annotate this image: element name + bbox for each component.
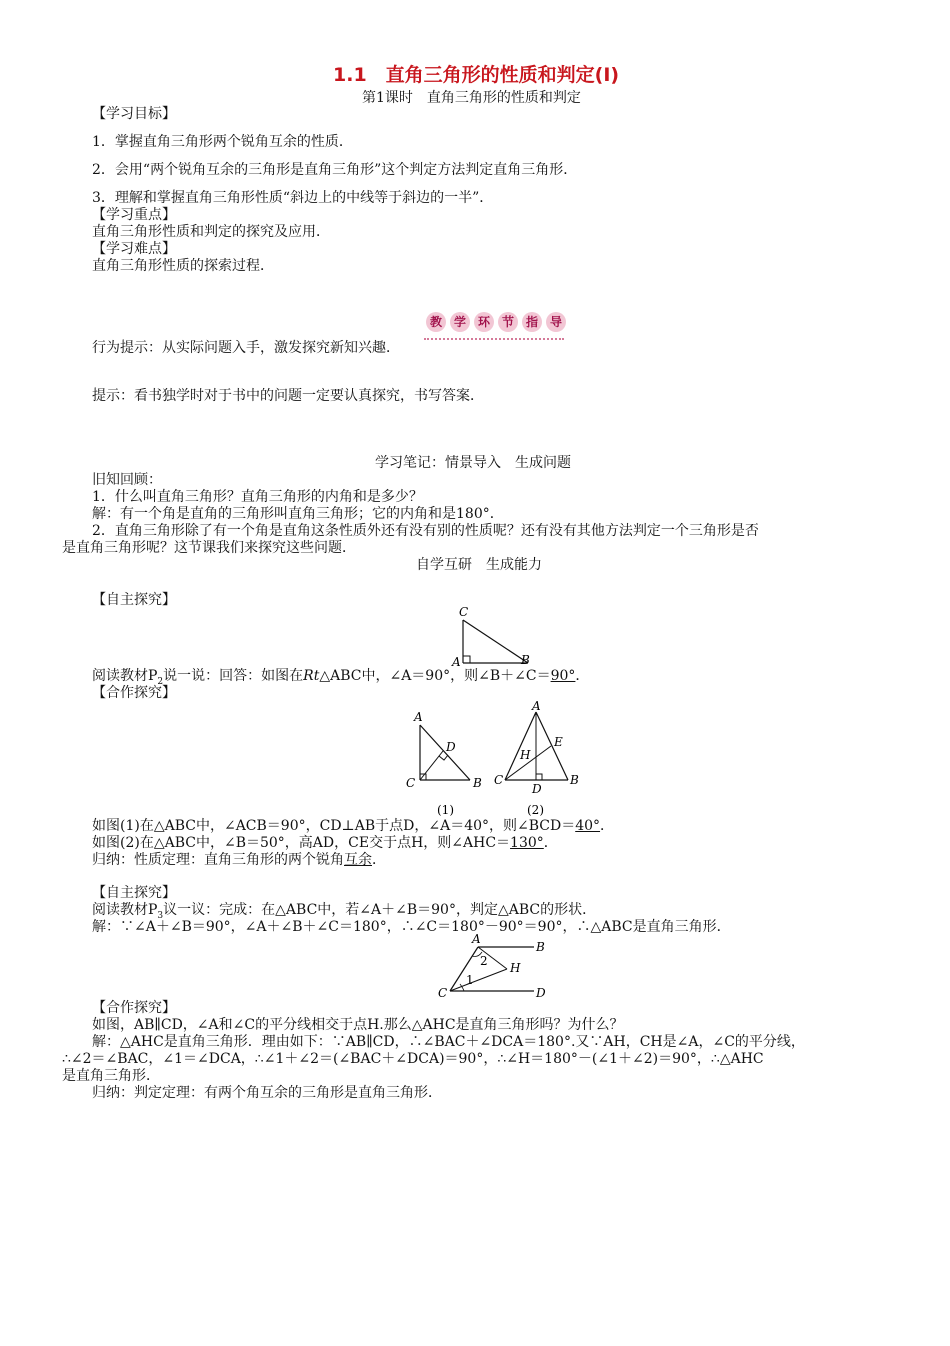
coop2-answer-2: ∴∠2＝∠BAC，∠1＝∠DCA，∴∠1＋∠2＝(∠BAC＋∠DCA)＝90°，∴∠H＝180°－(∠1＋∠2)＝90°，∴△AHC: [62, 1051, 764, 1067]
fig2-label-b: B: [570, 773, 579, 787]
coop2-answer-3: 是直角三角形．: [62, 1068, 160, 1084]
notes-heading: 学习笔记：情景导入 生成问题: [375, 455, 571, 471]
review-answer-1: 解：有一个角是直角的三角形叫直角三角形；它的内角和是180°．: [92, 506, 504, 522]
difficulty-heading: 【学习难点】: [92, 241, 176, 257]
label-c: C: [438, 986, 448, 1000]
text: 归纳：性质定理：直角三角形的两个锐角: [92, 852, 344, 868]
reading-tip: 提示：看书独学时对于书中的问题一定要认真探究，书写答案．: [92, 388, 484, 404]
answer-blank: 互余: [344, 852, 372, 868]
fig2-label-c: C: [494, 773, 504, 787]
objectives-heading: 【学习目标】: [92, 106, 176, 122]
text: 说一说：回答：如图在: [163, 668, 304, 684]
banner-char: 学: [450, 312, 470, 332]
review-question-1: 1．什么叫直角三角形？直角三角形的内角和是多少？: [92, 489, 423, 505]
fig1-label-d: D: [446, 740, 456, 754]
fig2-label-h: H: [520, 748, 531, 762]
banner-char: 指: [522, 312, 542, 332]
vertex-label-c: C: [459, 605, 469, 619]
angle-label-1: 1: [466, 973, 474, 987]
vertex-label-b: B: [521, 653, 530, 667]
coop2-answer-1: 解：△AHC是直角三角形．理由如下：∵AB∥CD，∴∠BAC＋∠DCA＝180°.又∵AH，CH是∠A，∠C的平分线，: [92, 1034, 805, 1050]
fig1-caption: (1): [437, 803, 454, 817]
objective-item: 2．会用“两个锐角互余的三角形是直角三角形”这个判定方法判定直角三角形．: [92, 162, 578, 178]
objective-item: 1．掌握直角三角形两个锐角互余的性质．: [92, 134, 353, 150]
answer-blank: 40°: [575, 818, 601, 834]
explore2-heading: 【自主探究】: [92, 885, 176, 901]
text: ．: [543, 835, 558, 851]
text: 如图(2)在△ABC中，∠B＝50°，高AD，CE交于点H，则∠AHC＝: [92, 835, 511, 851]
banner-char: 导: [546, 312, 566, 332]
review-label: 旧知回顾：: [92, 472, 162, 488]
answer-blank: 130°: [510, 835, 544, 851]
label-d: D: [536, 986, 546, 1000]
fig1-label-b: B: [473, 776, 482, 790]
text: 议一议：完成：在△ABC中，若∠A＋∠B＝90°，判定△ABC的形状．: [163, 902, 597, 918]
focus-heading: 【学习重点】: [92, 207, 176, 223]
fig2-label-a: A: [532, 700, 541, 713]
page-title: 1.1 直角三角形的性质和判定(Ⅰ): [333, 64, 620, 86]
label-a: A: [472, 932, 481, 946]
banner-char: 节: [498, 312, 518, 332]
text: 如图(1)在△ABC中，∠ACB＝90°，CD⊥AB于点D，∠A＝40°，则∠BCD＝: [92, 818, 576, 834]
page-subtitle: 第1课时 直角三角形的性质和判定: [362, 90, 581, 106]
text: ．: [575, 668, 590, 684]
review-question-2: 2．直角三角形除了有一个角是直角这条性质外还有没有别的性质呢？还有没有其他方法判定一个三角形是否: [92, 523, 759, 539]
text: ．: [372, 852, 386, 868]
vertex-label-a: A: [452, 655, 461, 669]
label-h: H: [510, 961, 521, 975]
difficulty-text: 直角三角形性质的探索过程．: [92, 258, 274, 274]
page-subscript: 3: [157, 910, 164, 921]
fig2-label-d: D: [532, 782, 542, 796]
right-triangle-figure: [448, 603, 538, 671]
coop-figures: [400, 700, 590, 820]
text: 阅读教材P: [92, 902, 158, 918]
fig2-label-e: E: [554, 735, 563, 749]
banner-char: 环: [474, 312, 494, 332]
banner-char: 教: [426, 312, 446, 332]
page-subscript: 2: [157, 676, 164, 687]
text: △ABC中，∠A＝90°，则∠B＋∠C＝: [319, 668, 551, 684]
objective-item: 3．理解和掌握直角三角形性质“斜边上的中线等于斜边的一半”．: [92, 190, 494, 206]
coop-question-2: [92, 835, 558, 852]
answer-blank: 90°: [550, 668, 576, 684]
review-question-2-cont: 是直角三角形呢？这节课我们来探究这些问题．: [62, 540, 356, 556]
focus-text: 直角三角形性质和判定的探究及应用．: [92, 224, 330, 240]
label-b: B: [536, 940, 545, 954]
text: ．: [600, 818, 615, 834]
fig2-caption: (2): [527, 803, 544, 817]
coop-heading: 【合作探究】: [92, 685, 176, 701]
section-heading: 自学互研 生成能力: [416, 557, 542, 573]
coop-question-1: [92, 818, 614, 835]
behavior-hint: 行为提示：从实际问题入手，激发探究新知兴趣．: [92, 340, 400, 356]
teaching-guide-banner: [424, 312, 564, 340]
fig1-label-c: C: [406, 776, 416, 790]
parallel-lines-figure: [432, 932, 562, 1002]
angle-label-2: 2: [480, 954, 488, 968]
rt-label: Rt: [303, 668, 320, 684]
property-conclusion: [92, 852, 386, 869]
coop2-question: 如图，AB∥CD，∠A和∠C的平分线相交于点H.那么△AHC是直角三角形吗？为什么？: [92, 1017, 624, 1033]
text: 阅读教材P: [92, 668, 158, 684]
coop2-heading: 【合作探究】: [92, 1000, 176, 1016]
explore2-solution: 解：∵∠A＋∠B＝90°，∠A＋∠B＋∠C＝180°，∴∠C＝180°－90°＝90°，∴△ABC是直角三角形．: [92, 919, 731, 935]
explore-heading: 【自主探究】: [92, 592, 176, 608]
fig1-label-a: A: [414, 710, 423, 724]
judgment-conclusion: 归纳：判定定理：有两个角互余的三角形是直角三角形．: [92, 1085, 442, 1101]
